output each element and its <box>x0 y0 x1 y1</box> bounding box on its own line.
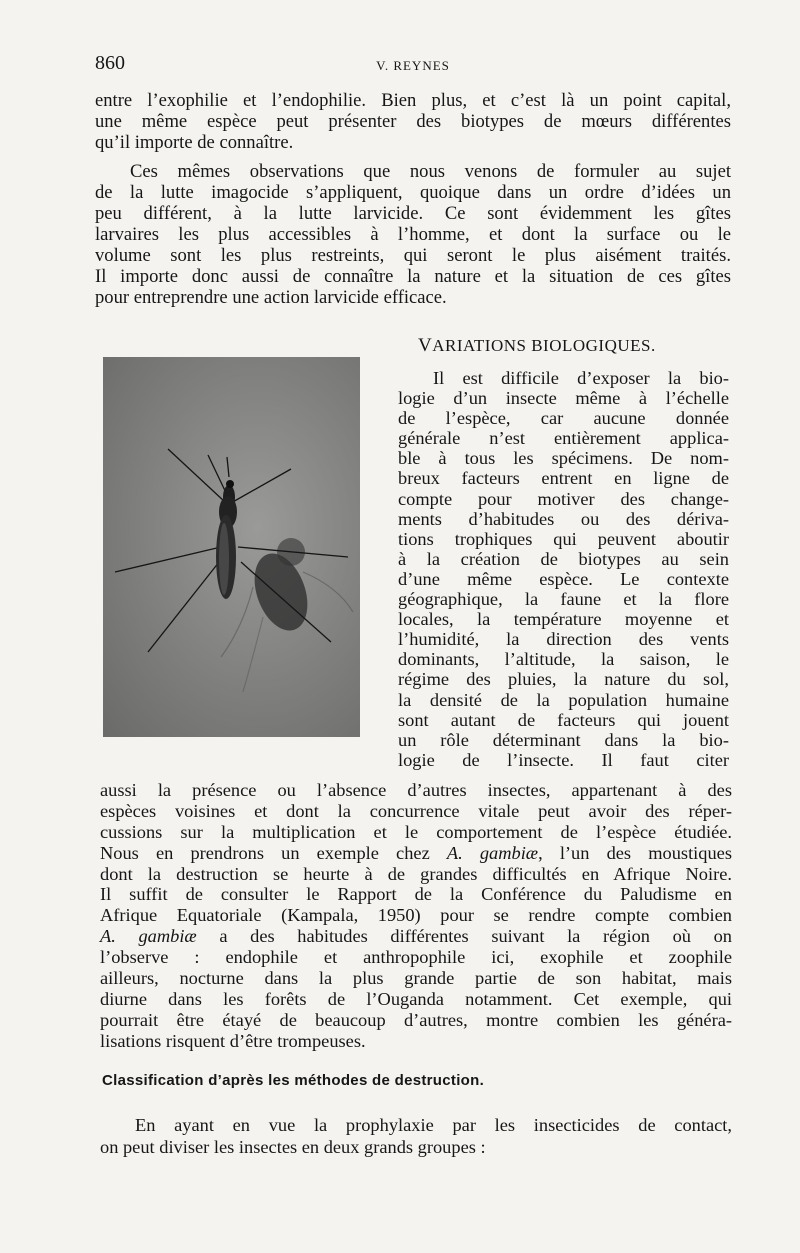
page-header <box>95 52 731 76</box>
text-line: sont autant de facteurs qui jouent <box>398 709 729 730</box>
text-line: volume sont les plus restreints, qui seront le plus aisément traités. <box>95 245 731 266</box>
text-line: En ayant en vue la prophylaxie par les insecticides de contact, <box>135 1115 732 1135</box>
text-line: locales, la température moyenne et <box>398 609 729 630</box>
text-line: Nous en prendrons un exemple chez A. gambiæ, l’un des moustiques <box>100 842 732 863</box>
text-line: logie d’un insecte même à l’échelle <box>398 388 729 409</box>
text-line: un rôle déterminant dans la bio- <box>398 729 729 750</box>
text-line: tions trophiques qui peuvent aboutir <box>398 528 729 549</box>
text-line: ble à tous les spécimens. De nom- <box>398 448 729 469</box>
text-line: larvaires les plus accessibles à l’homme, et dont la surface ou le <box>95 224 731 245</box>
mosquito-photograph <box>103 357 360 737</box>
text-line: de la lutte imagocide s’appliquent, quoique dans un ordre d’idées un <box>95 182 731 203</box>
text-line: Afrique Equatoriale (Kampala, 1950) pour se rendre compte combien <box>100 905 732 926</box>
text-line: l’observe : endophile et anthropophile ici, exophile et zoophile <box>100 947 732 968</box>
text-line: diurne dans les forêts de l’Ouganda notamment. Cet exemple, qui <box>100 988 732 1009</box>
classification-subheading: Classification d’après les méthodes de destruction. <box>102 1072 485 1089</box>
larvicide-paragraph <box>95 161 731 308</box>
section-heading-rest: ARIATIONS BIOLOGIQUES. <box>432 336 656 355</box>
text-line: dont la destruction se heurte à de grandes difficultés en Afrique Noire. <box>100 863 732 884</box>
biological-variations-text <box>398 368 729 770</box>
running-head: V. REYNES <box>376 58 450 73</box>
gambiae-paragraph <box>100 780 732 1052</box>
text-line: peu différent, à la lutte larvicide. Ce sont évidemment les gîtes <box>95 203 731 224</box>
text-line: Il importe donc aussi de connaître la nature et la situation de ces gîtes <box>95 266 731 287</box>
text-line: générale n’est entièrement applica- <box>398 428 729 449</box>
text-line: logie de l’insecte. Il faut citer <box>398 749 729 770</box>
text-line: d’une même espèce. Le contexte <box>398 568 729 589</box>
text-line: Ces mêmes observations que nous venons de formuler au sujet <box>130 161 731 182</box>
text-line: une même espèce peut présenter des biotypes de mœurs différentes <box>95 111 731 132</box>
section-heading-initial: V <box>418 335 433 356</box>
text-line: de l’espèce, car aucune donnée <box>398 408 729 429</box>
text-line: pour entreprendre une action larvicide efficace. <box>95 287 447 308</box>
text-line: breux facteurs entrent en ligne de <box>398 468 729 489</box>
intro-paragraph <box>95 90 731 153</box>
text-line: l’humidité, la direction des vents <box>398 629 729 650</box>
text-line: cussions sur la multiplication et le comportement de l’espèce étudiée. <box>100 821 732 842</box>
text-line: pourrait être étayé de beaucoup d’autres, montre combien les généra- <box>100 1009 732 1030</box>
text-line: ments d’habitudes ou des dériva- <box>398 508 729 529</box>
text-line: Il suffit de consulter le Rapport de la Conférence du Paludisme en <box>100 884 732 905</box>
text-line: la densité de la population humaine <box>398 689 729 710</box>
text-line: aussi la présence ou l’absence d’autres insectes, appartenant à des <box>100 780 732 800</box>
text-line: lisations risquent d’être trompeuses. <box>100 1030 366 1051</box>
text-line: compte pour motiver des change- <box>398 488 729 509</box>
text-line: géographique, la faune et la flore <box>398 589 729 610</box>
closing-paragraph <box>100 1114 732 1158</box>
mosquito-illustration <box>103 357 360 737</box>
text-line: Il est difficile d’exposer la bio- <box>433 368 729 388</box>
text-line: A. gambiæ a des habitudes différentes suivant la région où on <box>100 926 732 947</box>
text-line: qu’il importe de connaître. <box>95 132 294 153</box>
section-heading <box>418 335 656 357</box>
page-number: 860 <box>95 52 125 74</box>
text-line: régime des pluies, la nature du sol, <box>398 669 729 690</box>
text-line: dominants, l’altitude, la saison, le <box>398 649 729 670</box>
text-line: entre l’exophilie et l’endophilie. Bien plus, et c’est là un point capital, <box>95 90 731 111</box>
text-line: espèces voisines et dont la concurrence vitale peut avoir des réper- <box>100 800 732 821</box>
text-line: à la création de biotypes au sein <box>398 548 729 569</box>
text-line: ailleurs, nocturne dans la plus grande partie de son habitat, mais <box>100 968 732 989</box>
text-line: on peut diviser les insectes en deux grands groupes : <box>100 1137 486 1157</box>
